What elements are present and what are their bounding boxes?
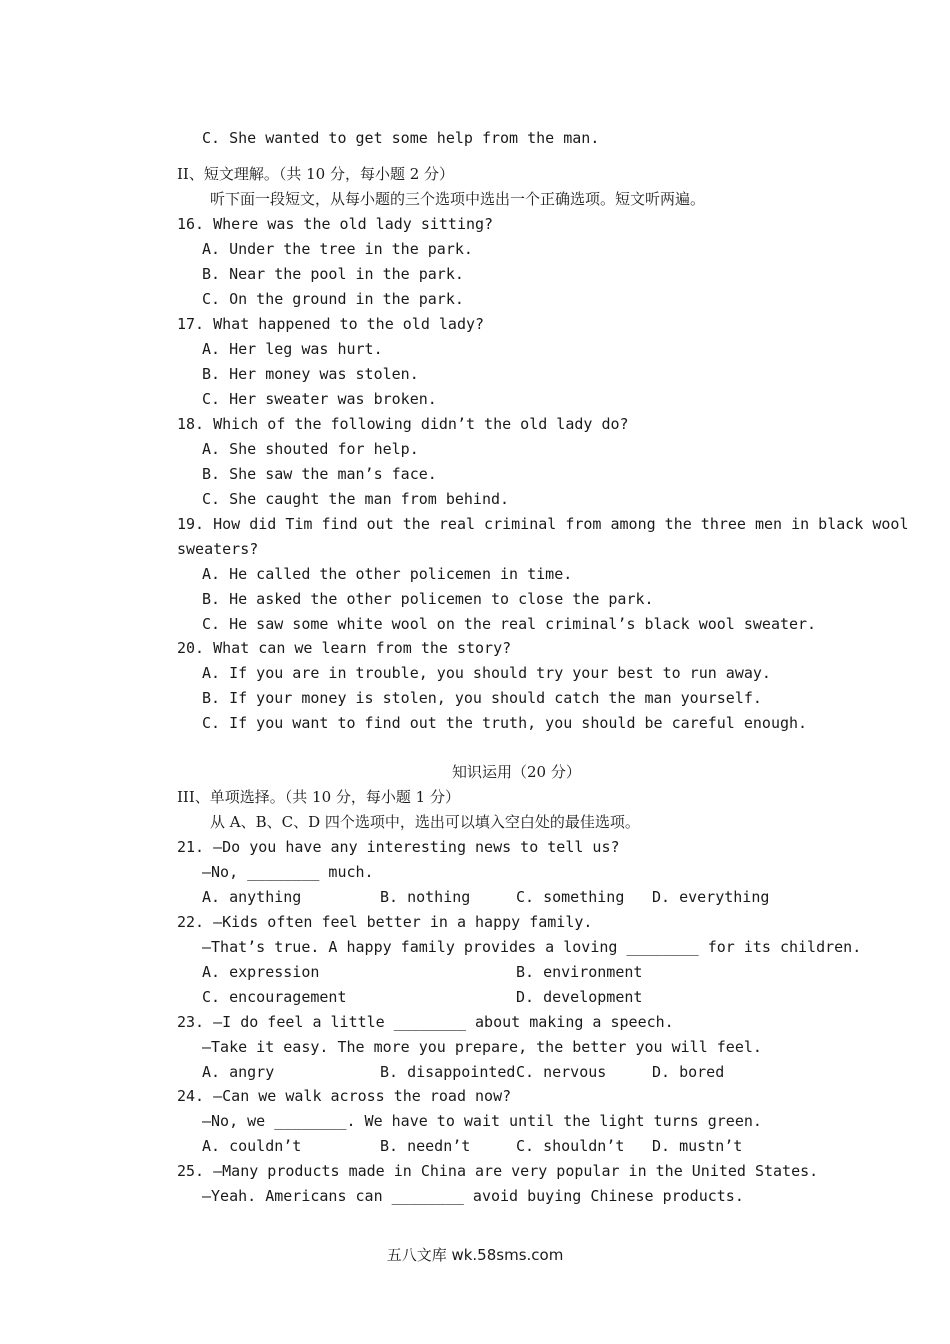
option-22a: A. expression [202,963,320,981]
option-24b: B. needn’t [380,1137,471,1155]
option-22b: B. environment [516,963,643,981]
section-header: II、短文理解。（共 10 分，每小题 2 分） [177,165,455,183]
option-16b: B. Near the pool in the park. [202,265,464,283]
option-19c: C. He saw some white wool on the real criminal’s black wool sweater. [202,615,817,633]
option-17c: C. Her sweater was broken. [202,390,437,408]
reply-25: —Yeah. Americans can ________ avoid buying Chinese products. [202,1187,744,1205]
option-24d: D. mustn’t [652,1137,743,1155]
question-23: 23. —I do feel a little ________ about making a speech. [177,1013,674,1031]
option-20b: B. If your money is stolen, you should catch the man yourself. [202,689,762,707]
reply-21: —No, ________ much. [202,863,374,881]
option-19a: A. He called the other policemen in time. [202,565,573,583]
option-22d: D. development [516,988,643,1006]
instruction-text: 从 A、B、C、D 四个选项中，选出可以填入空白处的最佳选项。 [210,813,640,831]
option-20c: C. If you want to find out the truth, you should be careful enough. [202,714,808,732]
question-24: 24. —Can we walk across the road now? [177,1087,512,1105]
footer-watermark: 五八文库 wk.58sms.com [386,1246,564,1264]
section-header: III、单项选择。（共 10 分，每小题 1 分） [177,788,460,806]
option-16a: A. Under the tree in the park. [202,240,473,258]
question-19-continued: sweaters? [177,540,259,558]
question-18: 18. Which of the following didn’t the old lady do? [177,415,629,433]
option-line: C. She wanted to get some help from the man. [202,129,600,147]
option-23b: B. disappointed [380,1063,516,1081]
option-24a: A. couldn’t [202,1137,302,1155]
option-21a: A. anything [202,888,302,906]
option-21b: B. nothing [380,888,471,906]
section-title: 知识运用（20 分） [452,763,581,781]
option-17b: B. Her money was stolen. [202,365,419,383]
question-17: 17. What happened to the old lady? [177,315,485,333]
question-21: 21. —Do you have any interesting news to tell us? [177,838,620,856]
reply-23: —Take it easy. The more you prepare, the better you will feel. [202,1038,762,1056]
question-20: 20. What can we learn from the story? [177,639,512,657]
option-17a: A. Her leg was hurt. [202,340,383,358]
question-22: 22. —Kids often feel better in a happy family. [177,913,593,931]
option-18a: A. She shouted for help. [202,440,419,458]
option-16c: C. On the ground in the park. [202,290,464,308]
option-18b: B. She saw the man’s face. [202,465,437,483]
question-16: 16. Where was the old lady sitting? [177,215,494,233]
option-21d: D. everything [652,888,770,906]
reply-24: —No, we ________. We have to wait until the light turns green. [202,1112,762,1130]
option-23d: D. bored [652,1063,725,1081]
option-21c: C. something [516,888,625,906]
question-25: 25. —Many products made in China are very popular in the United States. [177,1162,819,1180]
option-20a: A. If you are in trouble, you should try your best to run away. [202,664,771,682]
question-19: 19. How did Tim find out the real criminal from among the three men in black wool [177,515,909,533]
option-24c: C. shouldn’t [516,1137,625,1155]
reply-22: —That’s true. A happy family provides a loving ________ for its children. [202,938,862,956]
option-19b: B. He asked the other policemen to close the park. [202,590,654,608]
option-22c: C. encouragement [202,988,347,1006]
option-23a: A. angry [202,1063,275,1081]
option-18c: C. She caught the man from behind. [202,490,510,508]
option-23c: C. nervous [516,1063,607,1081]
instruction-text: 听下面一段短文，从每小题的三个选项中选出一个正确选项。短文听两遍。 [210,190,706,208]
